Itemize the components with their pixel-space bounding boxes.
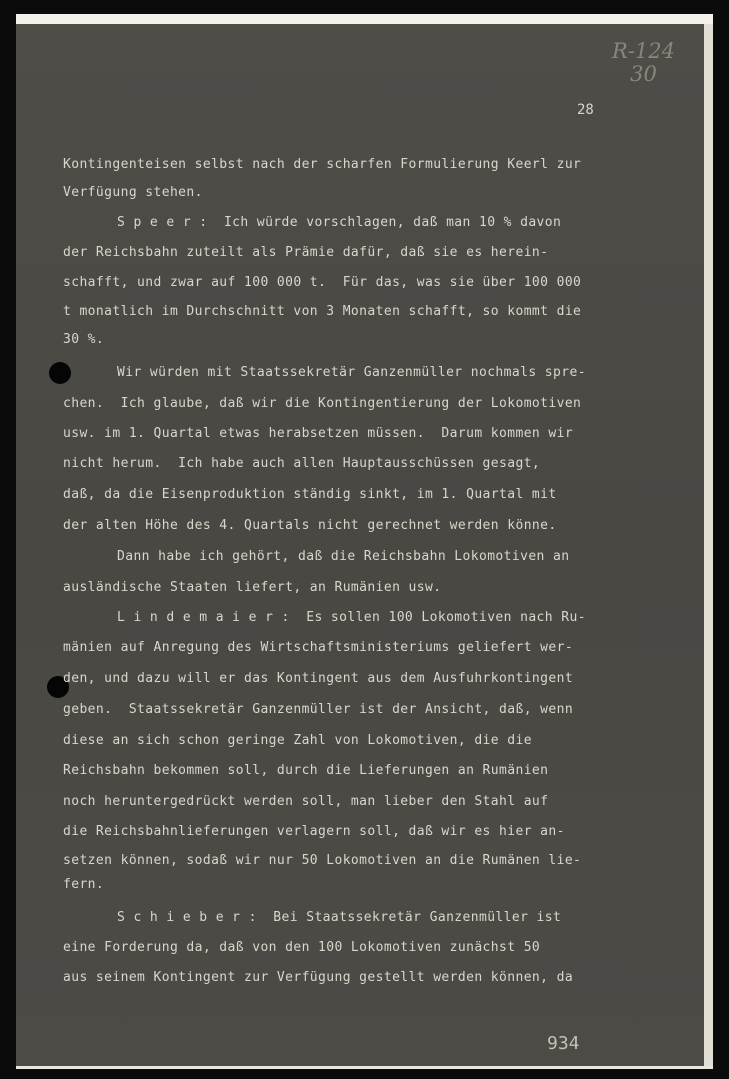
text-line: nicht herum. Ich habe auch allen Hauptausschüssen gesagt, xyxy=(63,456,541,471)
punch-hole-upper xyxy=(49,362,71,384)
text-line: aus seinem Kontingent zur Verfügung gestellt werden können, da xyxy=(63,970,574,985)
text-line: der alten Höhe des 4. Quartals nicht gerechnet werden könne. xyxy=(63,518,557,533)
archive-ref-code: R-124 xyxy=(612,39,675,63)
text-line: 30 %. xyxy=(63,332,105,347)
text-line: noch heruntergedrückt werden soll, man lieber den Stahl auf xyxy=(63,794,549,809)
scan-border-right xyxy=(713,0,729,1079)
scan-border-left xyxy=(0,0,16,1079)
text-line: chen. Ich glaube, daß wir die Kontingentierung der Lokomotiven xyxy=(63,396,582,411)
document-number: 934 xyxy=(547,1033,580,1054)
text-line: fern. xyxy=(63,877,105,892)
sheet-edge xyxy=(704,24,713,1066)
text-line: der Reichsbahn zuteilt als Prämie dafür, daß sie es herein- xyxy=(63,245,549,260)
text-line: usw. im 1. Quartal etwas herabsetzen müssen. Darum kommen wir xyxy=(63,426,574,441)
text-line: L i n d e m a i e r : Es sollen 100 Lokomotiven nach Ru- xyxy=(117,610,586,625)
text-line: Kontingenteisen selbst nach der scharfen Formulierung Keerl zur xyxy=(63,157,582,172)
page-number: 28 xyxy=(577,102,594,118)
text-line: S c h i e b e r : Bei Staatssekretär Ganzenmüller ist xyxy=(117,910,562,925)
text-line: Reichsbahn bekommen soll, durch die Lieferungen an Rumänien xyxy=(63,763,549,778)
text-line: schafft, und zwar auf 100 000 t. Für das, was sie über 100 000 xyxy=(63,275,582,290)
text-line: Dann habe ich gehört, daß die Reichsbahn Lokomotiven an xyxy=(117,549,570,564)
text-line: den, und dazu will er das Kontingent aus dem Ausfuhrkontingent xyxy=(63,671,574,686)
text-line: t monatlich im Durchschnitt von 3 Monaten schafft, so kommt die xyxy=(63,304,582,319)
text-line: Verfügung stehen. xyxy=(63,185,203,200)
text-line: daß, da die Eisenproduktion ständig sinkt, im 1. Quartal mit xyxy=(63,487,557,502)
archive-reference xyxy=(612,40,675,86)
text-line: Wir würden mit Staatssekretär Ganzenmüller nochmals spre- xyxy=(117,365,586,380)
text-line: diese an sich schon geringe Zahl von Lokomotiven, die die xyxy=(63,733,532,748)
text-line: S p e e r : Ich würde vorschlagen, daß man 10 % davon xyxy=(117,215,562,230)
text-line: setzen können, sodaß wir nur 50 Lokomotiven an die Rumänen lie- xyxy=(63,853,582,868)
text-line: ausländische Staaten liefert, an Rumänien usw. xyxy=(63,580,442,595)
archive-ref-folio: 30 xyxy=(630,62,657,86)
text-line: mänien auf Anregung des Wirtschaftsministeriums geliefert wer- xyxy=(63,640,574,655)
scan-border-bottom xyxy=(0,1069,729,1079)
text-line: geben. Staatssekretär Ganzenmüller ist der Ansicht, daß, wenn xyxy=(63,702,574,717)
text-line: die Reichsbahnlieferungen verlagern soll, daß wir es hier an- xyxy=(63,824,565,839)
scan-border-top xyxy=(0,0,729,14)
text-line: eine Forderung da, daß von den 100 Lokomotiven zunächst 50 xyxy=(63,940,541,955)
